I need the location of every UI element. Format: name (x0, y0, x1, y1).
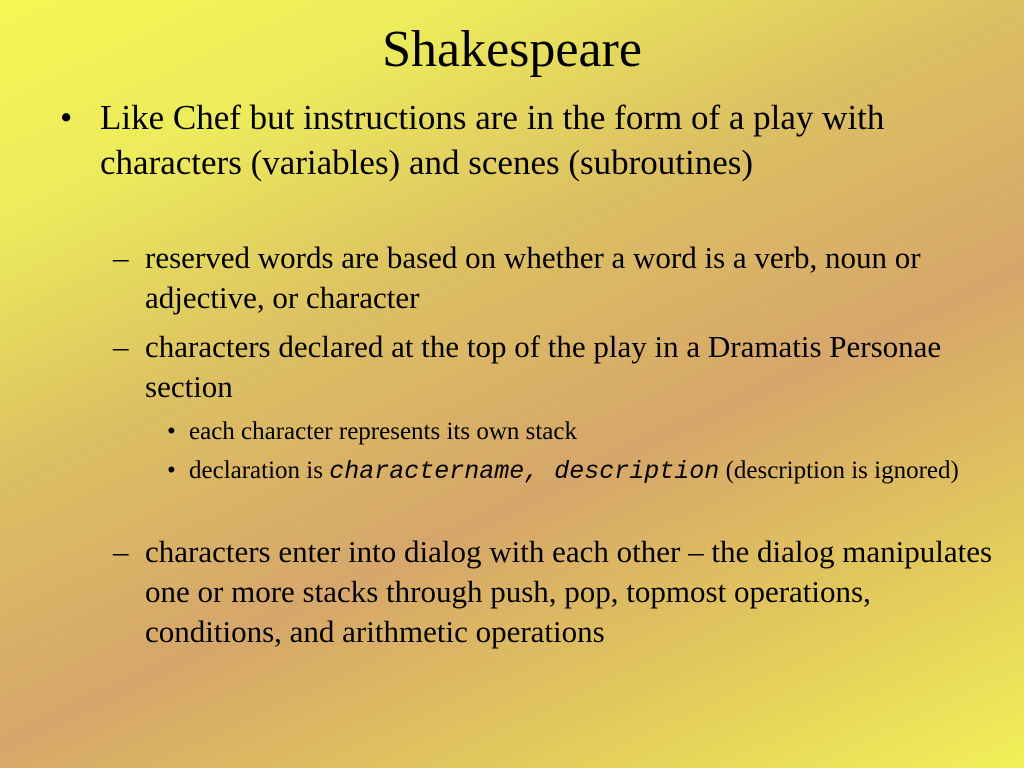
bullet-marker: • (60, 98, 73, 137)
bullet-item (60, 95, 980, 185)
bullet-marker: • (167, 418, 176, 445)
dash-marker: – (113, 240, 129, 275)
declaration-code: charactername, description (329, 457, 720, 486)
slide-title: Shakespeare (382, 21, 642, 78)
sub-bullet-text: characters declared at the top of the play in a Dramatis Personae section (145, 329, 942, 404)
sub-bullet-item (113, 327, 995, 407)
declaration-suffix: (description is ignored) (719, 457, 959, 484)
declaration-prefix: declaration is (189, 457, 330, 484)
sub-bullet-text: reserved words are based on whether a word is a verb, noun or adjective, or character (145, 240, 921, 315)
sub-sub-bullet-item (167, 454, 969, 489)
sub-bullet-item (113, 532, 995, 652)
bullet-text: Like Chef but instructions are in the form of a play with characters (variables) and scenes (subroutines) (100, 98, 885, 182)
sub-sub-bullet-item (167, 415, 969, 449)
sub-bullet-item (113, 238, 995, 318)
sub-bullet-text: characters enter into dialog with each other – the dialog manipulates one or more stacks through push, pop, topmost operations, conditions, and arithmetic operations (145, 534, 993, 649)
dash-marker: – (113, 534, 129, 569)
dash-marker: – (113, 329, 129, 364)
bullet-marker: • (167, 457, 176, 484)
sub-sub-bullet-text: each character represents its own stack (189, 418, 578, 445)
